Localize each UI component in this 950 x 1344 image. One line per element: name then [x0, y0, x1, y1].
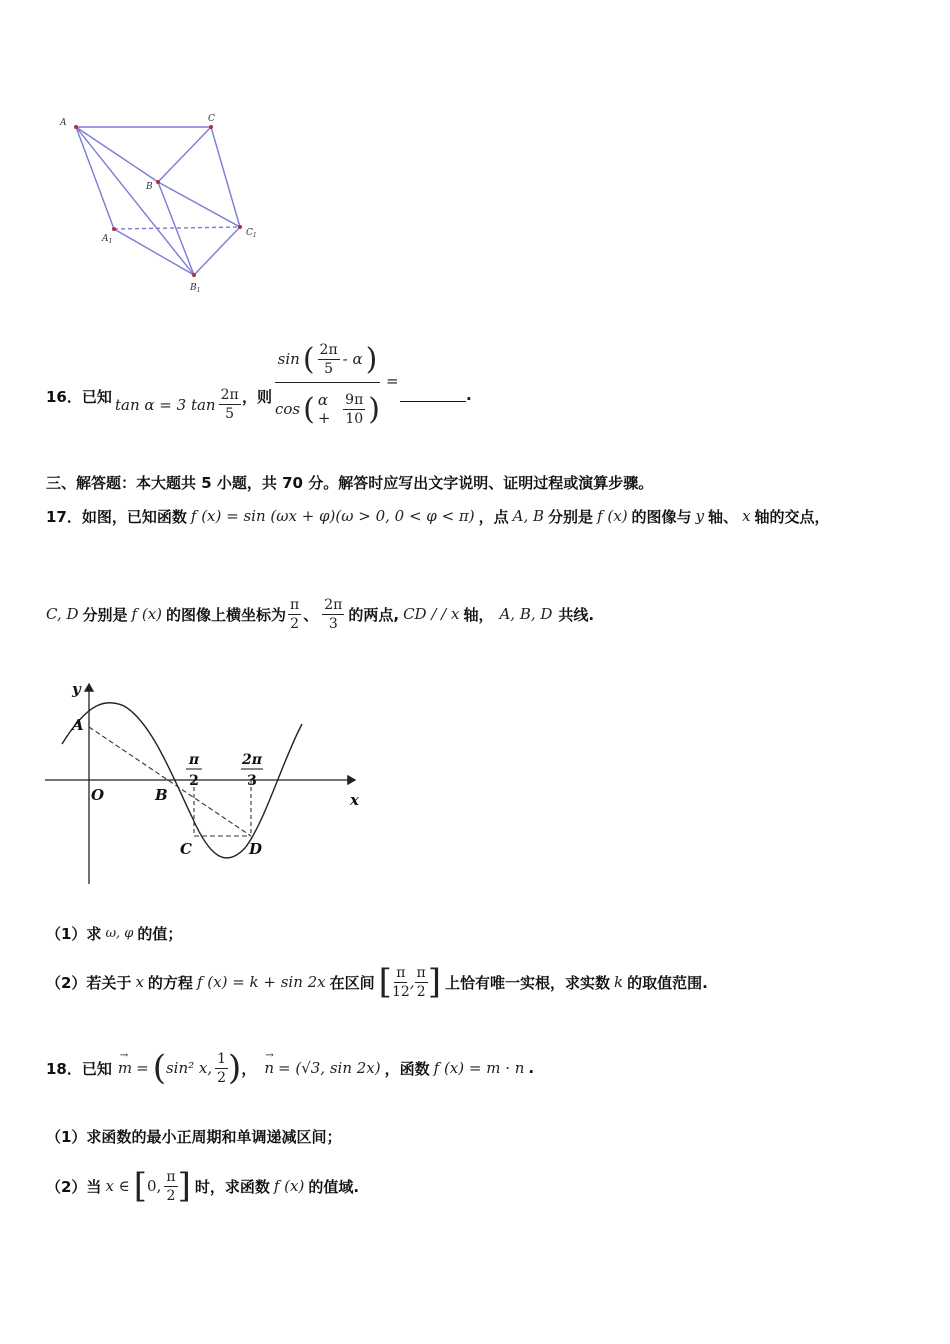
q18-part2: （2）当 x ∈ [ 0, $\frac{\pi}{2}$ ] 时，求函数 f (x) 的值域. [46, 1166, 360, 1206]
q17-line1: 17．如图，已知函数 f (x) = sin (ωx + φ)(ω > 0, 0 < φ < π) ，点 A, B 分别是 f (x) 的图像与 y 轴、 x 轴的交点， [46, 507, 830, 526]
label-C1: $C_1$ [246, 228, 257, 239]
q17-part1: （1）求 ω, φ 的值； [46, 924, 183, 943]
graph-label-D: D [249, 840, 263, 858]
edge-AA1 [76, 127, 114, 229]
q16-equals: = [386, 372, 399, 390]
label-A: A [60, 118, 67, 128]
q16-then: ，则 [242, 388, 273, 406]
sine-graph [40, 672, 370, 892]
q17-line2: C, D 分别是 f (x) 的图像上横坐标为 $\frac{\pi}{2}$ 、 $\frac{2\pi}{3}$ 的两点, CD / / x 轴， A, B, D 共线. [46, 596, 595, 632]
edge-CB [158, 127, 211, 182]
graph-label-O: O [91, 786, 105, 804]
graph-label-A: A [72, 716, 84, 734]
tick-2pi-over-3-den: 3 [247, 773, 257, 789]
label-B: B [146, 182, 153, 192]
label-B1: $B_1$ [190, 283, 201, 294]
tick-pi-over-2-num: π [188, 752, 200, 768]
q17-part2: （2）若关于 x 的方程 f (x) = k + sin 2x 在区间 [ $\frac{\pi}{12}$ , $\frac{\pi}{2}$ ] 上恰有唯一实根，求实数 k 的取值范围. [46, 962, 708, 1002]
graph-label-B: B [155, 786, 168, 804]
q16-number: 16．已知 [46, 388, 112, 406]
label-A1: $A_1$ [102, 234, 113, 245]
graph-label-C: C [180, 840, 192, 858]
tick-pi-over-2-den: 2 [189, 773, 199, 789]
graph-label-y: y [72, 680, 81, 698]
edge-A1C1-dashed [114, 227, 240, 229]
label-C: C [208, 114, 215, 124]
q18-part1: （1）求函数的最小正周期和单调递减区间； [46, 1128, 342, 1146]
prism-figure [50, 105, 280, 300]
tick-2pi-over-3-num: 2π [242, 752, 262, 768]
q18-line: 18．已知 → m = ( sin² x, $\frac{1}{2}$ ) ， → n = (√3, sin 2x) ，函数 f (x) = m · n . [46, 1048, 535, 1088]
edge-AB [76, 127, 158, 182]
edge-C1B1 [194, 227, 240, 275]
edge-A1B1 [114, 229, 194, 275]
edge-BC1 [158, 182, 240, 227]
dashed-line-ABD [89, 727, 251, 836]
q16-period: . [466, 386, 472, 404]
q16-given: tan α = 3 tan $\frac{2\pi}{5}$ [115, 387, 239, 422]
edge-CC1 [211, 127, 240, 227]
edge-AB1 [76, 127, 194, 275]
section3-heading: 三、解答题：本大题共 5 小题，共 70 分。解答时应写出文字说明、证明过程或演算步骤。 [46, 474, 654, 492]
q16-answer-blank[interactable] [400, 400, 466, 402]
graph-label-x: x [350, 791, 359, 809]
q16-expression: sin ( $\frac{2\pi}{5}$ - α ) cos ( α + $\frac{9\pi}{10}$ ) [275, 336, 380, 435]
